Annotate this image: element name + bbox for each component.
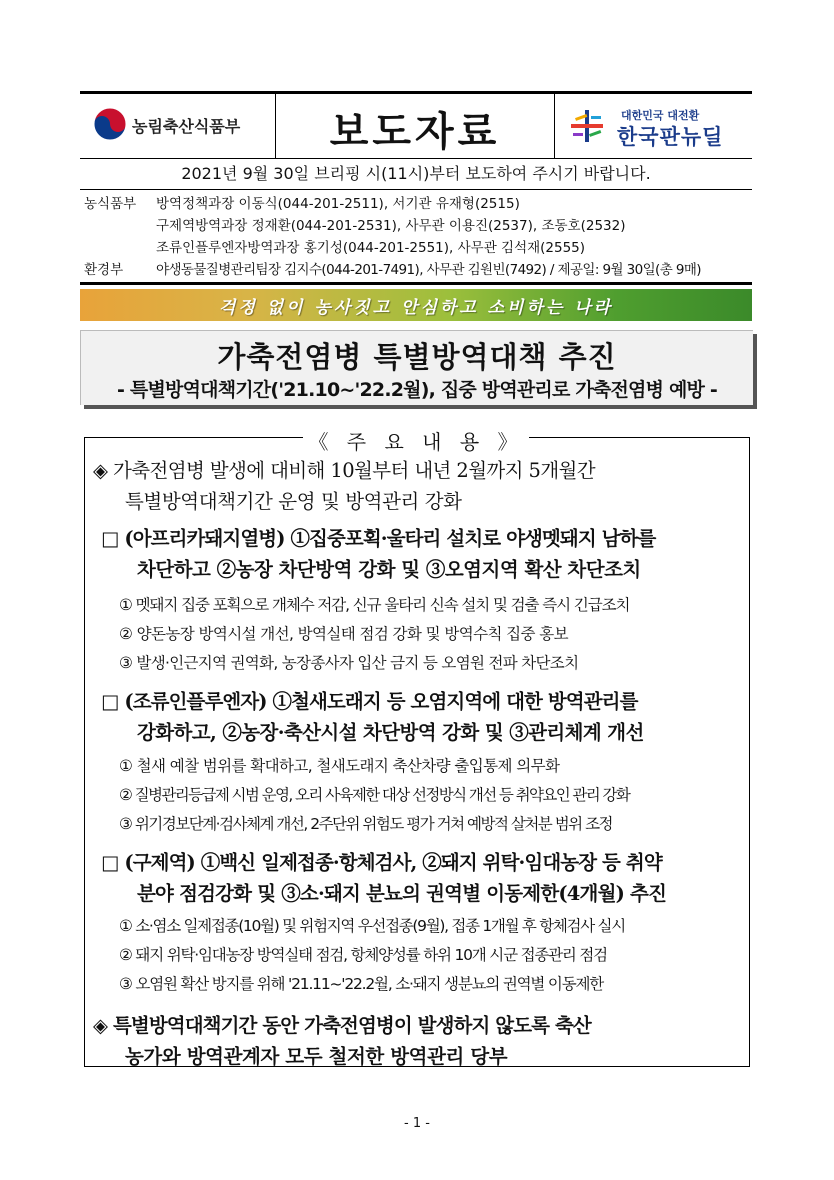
- headline: 가축전염병 특별방역대책 추진: [217, 340, 617, 374]
- ministry-cell: [80, 94, 276, 158]
- newdeal-tagline: 대한민국 대전환: [621, 109, 700, 122]
- ai-item: ③ 위기경보단계·검사체계 개선, 2주단위 위험도 평가 거쳐 예방적 살처분 범위 조정: [119, 815, 613, 833]
- newdeal-brand: 한국판뉴딜: [617, 125, 724, 149]
- intro-line: 특별방역대책기간 운영 및 방역관리 강화: [125, 490, 462, 513]
- key-heading-wrap: [303, 424, 529, 452]
- doc-type-cell: [276, 94, 555, 158]
- release-note: 2021년 9월 30일 브리핑 시(11시)부터 보도하여 주시기 바랍니다.: [80, 159, 752, 190]
- intro-line: ◈ 가축전염병 발생에 대비해 10월부터 내년 2월까지 5개월간: [93, 459, 596, 482]
- doc-type-title: 보도자료: [329, 109, 501, 155]
- asf-item: ③ 발생·인근지역 권역화, 농장종사자 입산 금지 등 오염원 전파 차단조치: [119, 654, 579, 672]
- korea-emblem-icon: [92, 106, 128, 142]
- header-top-row: [80, 94, 752, 159]
- asf-item: ① 멧돼지 집중 포획으로 개체수 저감, 신규 울타리 신속 설치 및 검출 즉시 긴급조치: [119, 596, 630, 614]
- fmd-heading: □ (구제역) ①백신 일제접종·항체검사, ②돼지 위탁·임대농장 등 취약: [101, 851, 662, 874]
- slogan-text: 걱정 없이 농사짓고 안심하고 소비하는 나라: [218, 298, 614, 318]
- contact-text: 방역정책과장 이동식(044-201-2511), 서기관 유재형(2515): [156, 196, 520, 212]
- newdeal-logo-icon: [569, 108, 605, 144]
- ai-item: ① 철새 예찰 범위를 확대하고, 철새도래지 축산차량 출입통제 의무화: [119, 757, 560, 775]
- fmd-heading: 분야 점검강화 및 ③소·돼지 분뇨의 권역별 이동제한(4개월) 추진: [137, 882, 667, 905]
- contact-org-label: 환경부: [84, 262, 124, 278]
- page-number: - 1 -: [404, 1116, 430, 1131]
- slogan-banner: [80, 289, 752, 321]
- contacts-block: [80, 190, 752, 280]
- asf-heading: □ (아프리카돼지열병) ①집중포획·울타리 설치로 야생멧돼지 남하를: [101, 527, 656, 550]
- ai-item: ② 질병관리등급제 시범 운영, 오리 사육제한 대상 선정방식 개선 등 취약요인 관리 강화: [119, 786, 630, 804]
- closing-line: 농가와 방역관계자 모두 철저한 방역관리 당부: [125, 1045, 508, 1068]
- contact-line: [84, 192, 520, 212]
- contact-text: 야생동물질병관리팀장 김지수(044-201-7491), 사무관 김원빈(7492) / 제공일: 9월 30일(총 9매): [156, 262, 701, 278]
- fmd-item: ② 돼지 위탁·임대농장 방역실태 점검, 항체양성률 하위 10개 시군 접종관리 점검: [119, 946, 607, 964]
- ministry-name: 농림축산식품부: [132, 117, 241, 136]
- asf-item: ② 양돈농장 방역시설 개선, 방역실태 점검 강화 및 방역수칙 집중 홍보: [119, 625, 568, 643]
- asf-heading: 차단하고 ②농장 차단방역 강화 및 ③오염지역 확산 차단조치: [137, 558, 641, 581]
- closing-line: ◈ 특별방역대책기간 동안 가축전염병이 발생하지 않도록 축산: [93, 1014, 591, 1037]
- header-table: [80, 91, 752, 285]
- fmd-item: ① 소·염소 일제접종(10월) 및 위험지역 우선접종(9월), 접종 1개월 후 항체검사 실시: [119, 917, 625, 935]
- headline-box: [80, 330, 753, 405]
- contact-line: [84, 258, 701, 278]
- ai-heading: □ (조류인플루엔자) ①철새도래지 등 오염지역에 대한 방역관리를: [101, 690, 638, 713]
- contact-line: 구제역방역과장 정재환(044-201-2531), 사무관 이용진(2537), 조동호(2532): [156, 218, 626, 234]
- contact-org-label: 농식품부: [84, 196, 137, 212]
- subheadline: - 특별방역대책기간('21.10~'22.2월), 집중 방역관리로 가축전염병 예방 -: [117, 379, 717, 401]
- ai-heading: 강화하고, ②농장·축산시설 차단방역 강화 및 ③관리체계 개선: [137, 721, 644, 744]
- key-contents-box: [84, 430, 750, 1068]
- fmd-item: ③ 오염원 확산 방지를 위해 '21.11~'22.2월, 소·돼지 생분뇨의 권역별 이동제한: [119, 975, 604, 993]
- contact-line: 조류인플루엔자방역과장 홍기성(044-201-2551), 사무관 김석재(2555): [156, 240, 586, 256]
- key-heading: 《 주 요 내 용 》: [308, 430, 524, 454]
- newdeal-cell: [555, 94, 752, 158]
